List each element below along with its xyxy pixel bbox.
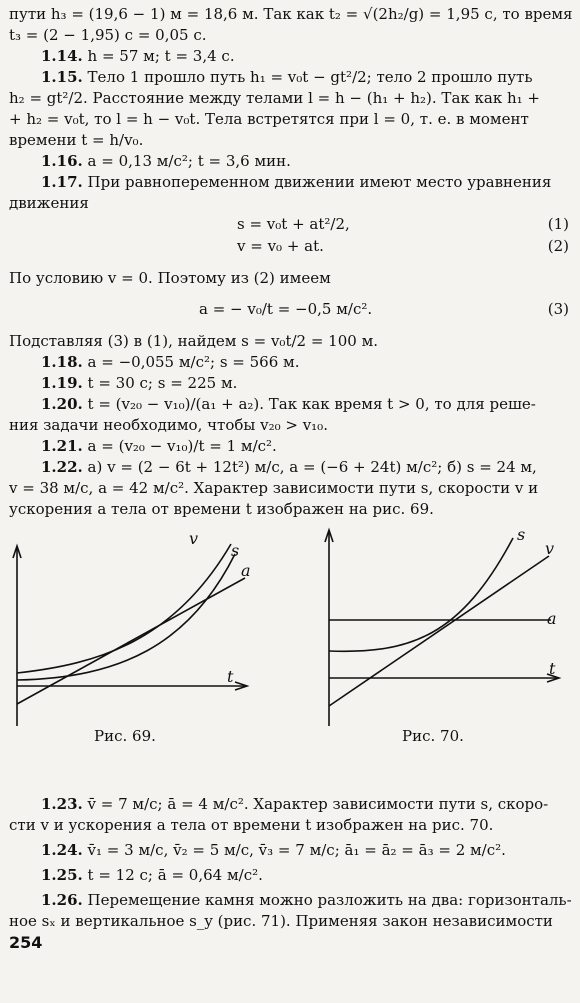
- answer-1-22: [9, 457, 571, 478]
- answer-1-15: [9, 67, 571, 88]
- caption-fig-69: Рис. 69.: [94, 727, 156, 745]
- answer-text: Перемещение камня можно разложить на два: горизонталь-: [87, 891, 572, 909]
- text-line: Подставляя (3) в (1), найдем s = v₀t/2 = 100 м.: [9, 332, 379, 350]
- answer-1-26: [9, 890, 571, 911]
- answer-text: Тело 1 прошло путь h₁ = v₀t − gt²/2; тело 2 прошло путь: [87, 68, 533, 86]
- problem-number: 1.19.: [41, 374, 83, 392]
- text-line: движения: [9, 194, 89, 212]
- equation-number: (3): [547, 300, 569, 318]
- label-t: t: [549, 659, 556, 678]
- text-line: + h₂ = v₀t, то l = h − v₀t. Тела встретятся при l = 0, т. е. в момент: [9, 110, 529, 128]
- answer-text: a = (v₂₀ − v₁₀)/t = 1 м/с².: [87, 437, 277, 455]
- text-line: t₃ = (2 − 1,95) с = 0,05 с.: [9, 26, 207, 44]
- text-line: ное sₓ и вертикальное s_y (рис. 71). Применяя закон независимости: [9, 912, 553, 930]
- equation-3: [9, 299, 571, 321]
- equation-2: [9, 236, 571, 258]
- problem-number: 1.21.: [41, 437, 83, 455]
- label-s: s: [231, 541, 240, 560]
- problem-number: 1.23.: [41, 795, 83, 813]
- answer-1-20: [9, 394, 571, 415]
- answer-text: t = (v₂₀ − v₁₀)/(a₁ + a₂). Так как время t > 0, то для реше-: [87, 395, 536, 413]
- curve-s: [17, 554, 235, 680]
- answer-1-24: [9, 840, 571, 861]
- answer-1-18: [9, 352, 571, 373]
- answer-1-23: [9, 794, 571, 815]
- label-v: v: [545, 539, 555, 558]
- figure-69: [9, 526, 259, 741]
- problem-number: 1.20.: [41, 395, 83, 413]
- label-t: t: [227, 667, 234, 686]
- text-line: ускорения a тела от времени t изображен на рис. 69.: [9, 500, 434, 518]
- problem-number: 1.22.: [41, 458, 83, 476]
- problem-number: 1.25.: [41, 866, 83, 884]
- label-v: v: [189, 529, 199, 548]
- answer-1-17: [9, 172, 571, 193]
- page-number: 254: [9, 933, 43, 952]
- answer-1-16: [9, 151, 571, 172]
- answer-text: a = −0,055 м/с²; s = 566 м.: [87, 353, 300, 371]
- curve-s: [329, 538, 513, 651]
- problem-number: 1.17.: [41, 173, 83, 191]
- equation-1: [9, 214, 571, 236]
- equation-formula: a = − v₀/t = −0,5 м/с².: [199, 300, 373, 318]
- answer-1-21: [9, 436, 571, 457]
- problem-number: 1.26.: [41, 891, 83, 909]
- equation-number: (2): [547, 237, 569, 255]
- answer-text: v̄ = 7 м/с; ā = 4 м/с². Характер зависимости пути s, скоро-: [87, 795, 549, 813]
- answer-1-19: [9, 373, 571, 394]
- text-line: времени t = h/v₀.: [9, 131, 144, 149]
- equation-formula: v = v₀ + at.: [237, 237, 324, 255]
- answer-text: v̄₁ = 3 м/с, v̄₂ = 5 м/с, v̄₃ = 7 м/с; ā₁ = ā₂ = ā₃ = 2 м/с².: [87, 841, 506, 859]
- figure-70: [321, 526, 571, 741]
- answer-text: a = 0,13 м/с²; t = 3,6 мин.: [87, 152, 291, 170]
- label-a: a: [241, 561, 251, 580]
- text-line: h₂ = gt²/2. Расстояние между телами l = h − (h₁ + h₂). Так как h₁ +: [9, 89, 540, 107]
- text-line: ния задачи необходимо, чтобы v₂₀ > v₁₀.: [9, 416, 328, 434]
- problem-number: 1.16.: [41, 152, 83, 170]
- label-s: s: [517, 526, 526, 544]
- equation-number: (1): [547, 215, 569, 233]
- text-line: сти v и ускорения a тела от времени t изображен на рис. 70.: [9, 816, 494, 834]
- text-line: v = 38 м/с, a = 42 м/с². Характер зависимости пути s, скорости v и: [9, 479, 539, 497]
- problem-number: 1.24.: [41, 841, 83, 859]
- answer-1-25: [9, 865, 571, 886]
- figures-block: [9, 526, 571, 776]
- answer-text: При равнопеременном движении имеют место уравнения: [87, 173, 552, 191]
- answer-text: t = 30 с; s = 225 м.: [87, 374, 238, 392]
- equation-formula: s = v₀t + at²/2,: [237, 215, 350, 233]
- answer-1-14: [9, 46, 571, 67]
- problem-number: 1.14.: [41, 47, 83, 65]
- page-text: [9, 4, 571, 953]
- answer-text: t = 12 с; ā = 0,64 м/с².: [87, 866, 263, 884]
- answer-text: h = 57 м; t = 3,4 с.: [87, 47, 235, 65]
- line-a: [17, 578, 245, 704]
- label-a: a: [547, 609, 557, 628]
- text-line: пути h₃ = (19,6 − 1) м = 18,6 м. Так как t₂ = √(2h₂/g) = 1,95 с, то время: [9, 5, 573, 23]
- line-v: [329, 556, 549, 706]
- text-line: По условию v = 0. Поэтому из (2) имеем: [9, 269, 331, 287]
- caption-fig-70: Рис. 70.: [402, 727, 464, 745]
- problem-number: 1.18.: [41, 353, 83, 371]
- problem-number: 1.15.: [41, 68, 83, 86]
- answer-text: а) v = (2 − 6t + 12t²) м/с, a = (−6 + 24t) м/с²; б) s = 24 м,: [87, 458, 537, 476]
